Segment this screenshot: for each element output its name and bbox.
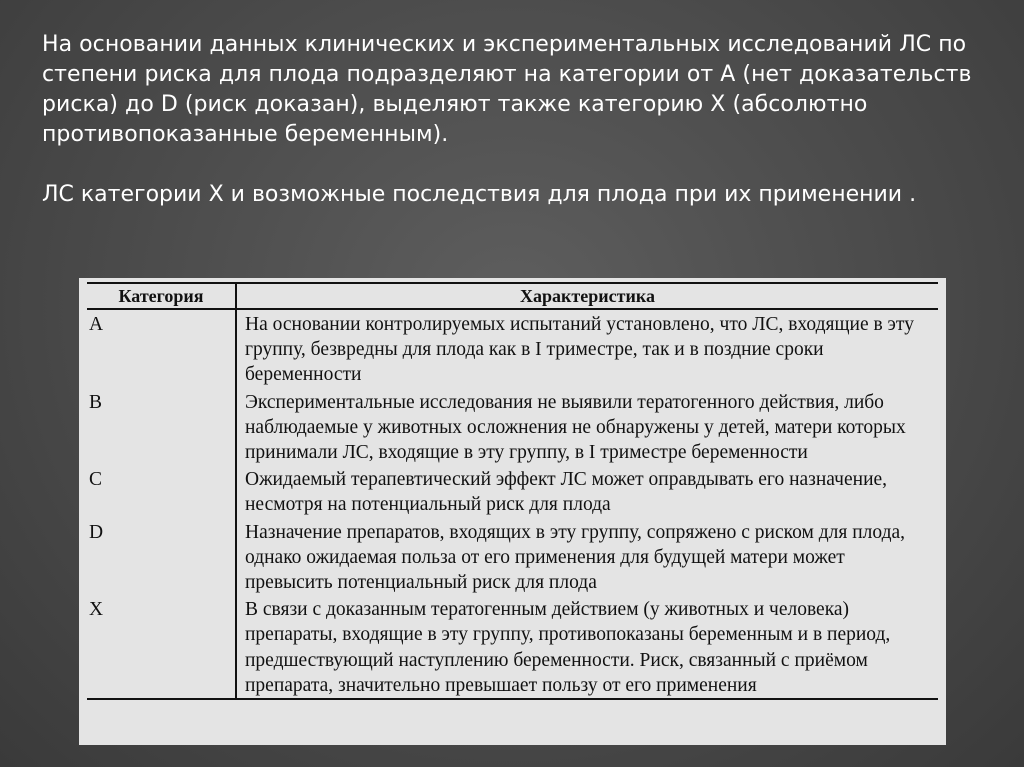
category-table-image	[79, 278, 946, 745]
table-row	[87, 388, 938, 466]
row-description: Ожидаемый терапевтический эффект ЛС может оправдывать его назначение, несмотря на потенциальный риск для плода	[245, 469, 888, 516]
table-row	[87, 595, 938, 699]
intro-paragraph-1: На основании данных клинических и экспериментальных исследований ЛС по степени риска для плода подразделяют на категории от A (нет доказательств риска) до D (риск доказан), выделяют также категорию X (абсолютно противопоказанные беременным).	[42, 32, 972, 147]
row-category: D	[87, 518, 236, 596]
intro-text	[42, 30, 1002, 210]
row-description: В связи с доказанным тератогенным действием (у животных и человека) препараты, входящие в эту группу, противопоказаны беременным и в период, предшествующий наступлению беременности. Риск, связанный с приёмом препарата, значительно превышает пользу от его применения	[236, 595, 938, 699]
header-category: Категория	[87, 283, 236, 309]
intro-paragraph-2: ЛС категории X и возможные последствия для плода при их применении .	[42, 182, 917, 207]
row-category: B	[87, 388, 236, 466]
row-description: На основании контролируемых испытаний установлено, что ЛС, входящие в эту группу, безвредны для плода как в I триместре, так и в поздние сроки беременности	[245, 314, 914, 386]
table-row	[87, 518, 938, 596]
row-category: C	[87, 465, 236, 517]
header-description: Характеристика	[236, 283, 938, 309]
table-header-row	[87, 283, 938, 309]
fda-category-table	[87, 282, 938, 700]
row-description: Назначение препаратов, входящих в эту группу, сопряжено с риском для плода, однако ожидаемая польза от его применения для будущей матери может превысить потенциальный риск для плода	[245, 521, 906, 594]
row-description: Экспериментальные исследования не выявили тератогенного действия, либо наблюдаемые у животных осложнения не обнаружены у детей, матери которых принимали ЛС, входящие в эту группу, в I триместре беременности	[245, 391, 906, 464]
row-category: A	[87, 309, 236, 388]
table-row	[87, 465, 938, 517]
table-row	[87, 309, 938, 388]
row-category: X	[87, 595, 236, 699]
